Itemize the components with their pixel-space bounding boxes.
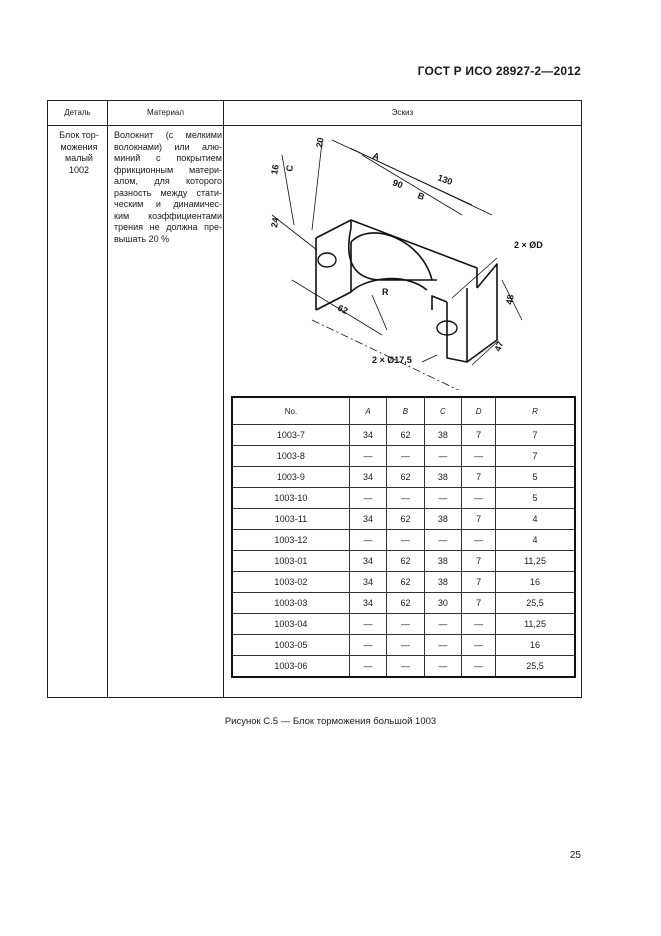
col-b: B <box>387 397 424 425</box>
dim-label-48: 48 <box>504 293 516 306</box>
dim-label-a: A <box>371 150 381 163</box>
material-line: Волокнит (с мелкими <box>114 130 222 140</box>
material-line: ким коэффициентами <box>114 210 222 221</box>
table-row <box>232 425 575 446</box>
table-row <box>232 467 575 488</box>
dim-line <box>292 280 382 335</box>
table-cell: 38 <box>424 467 461 488</box>
table-cell: 7 <box>462 509 496 530</box>
col-d: D <box>462 397 496 425</box>
table-cell: 34 <box>349 572 386 593</box>
table-cell: 34 <box>349 551 386 572</box>
document-standard-number: ГОСТ Р ИСО 28927-2—2012 <box>417 64 581 78</box>
col-a: A <box>349 397 386 425</box>
dim-line <box>452 258 497 298</box>
col-c: C <box>424 397 461 425</box>
table-cell: 62 <box>387 467 424 488</box>
material-line: алом, для которого <box>114 176 222 186</box>
table-row <box>232 656 575 678</box>
cutout-lower <box>316 242 351 310</box>
table-cell: 34 <box>349 467 386 488</box>
table-cell: — <box>424 446 461 467</box>
table-cell: — <box>387 446 424 467</box>
figure-caption: Рисунок С.5 — Блок торможения большой 1003 <box>224 716 437 727</box>
table-cell: — <box>349 614 386 635</box>
table-cell: 1003-10 <box>232 488 349 509</box>
table-cell: 1003-04 <box>232 614 349 635</box>
table-row <box>232 614 575 635</box>
header-detail: Деталь <box>64 108 91 117</box>
dim-line <box>422 355 437 362</box>
centerline <box>312 320 542 390</box>
table-cell: 7 <box>462 425 496 446</box>
table-row <box>232 488 575 509</box>
table-row <box>232 530 575 551</box>
dim-label-c: C <box>284 164 296 173</box>
dim-label-20: 20 <box>314 136 326 149</box>
dim-label-24: 24 <box>269 216 281 229</box>
table-cell: 38 <box>424 572 461 593</box>
table-cell: — <box>349 635 386 656</box>
cutout-arc <box>351 233 432 280</box>
material-line: вышать 20 % <box>114 233 170 244</box>
table-cell: 25,5 <box>496 656 575 678</box>
table-cell: — <box>349 656 386 678</box>
table-cell: — <box>424 488 461 509</box>
table-cell: — <box>387 635 424 656</box>
table-cell: — <box>387 614 424 635</box>
brake-block-sketch <box>222 130 552 390</box>
header-sketch: Эскиз <box>391 108 414 117</box>
table-row <box>232 593 575 614</box>
block-front-lower <box>432 296 447 310</box>
dim-label-90: 90 <box>391 177 405 191</box>
table-cell: — <box>424 635 461 656</box>
dimensions-header-row <box>232 397 575 425</box>
table-cell: 1003-8 <box>232 446 349 467</box>
table-cell: 38 <box>424 425 461 446</box>
table-cell: — <box>462 614 496 635</box>
detail-line: Блок тор- <box>59 130 99 140</box>
table-row <box>232 572 575 593</box>
page-number: 25 <box>569 850 581 861</box>
table-cell: 62 <box>387 551 424 572</box>
table-cell: — <box>462 656 496 678</box>
table-cell: 62 <box>387 572 424 593</box>
table-cell: — <box>387 488 424 509</box>
table-cell: 62 <box>387 509 424 530</box>
table-cell: 16 <box>496 572 575 593</box>
table-cell: — <box>424 656 461 678</box>
table-cell: 4 <box>496 509 575 530</box>
detail-line: малый <box>65 153 93 163</box>
material-line: трения не должна пре- <box>114 222 222 232</box>
block-front-right <box>447 264 497 362</box>
table-cell: 11,25 <box>496 614 575 635</box>
table-row <box>232 551 575 572</box>
table-cell: — <box>387 656 424 678</box>
table-cell: — <box>349 488 386 509</box>
table-row <box>232 509 575 530</box>
table-cell: 7 <box>496 425 575 446</box>
table-cell: — <box>349 446 386 467</box>
table-cell: 1003-06 <box>232 656 349 678</box>
block-outline <box>316 220 477 288</box>
table-cell: 1003-7 <box>232 425 349 446</box>
table-cell: 34 <box>349 593 386 614</box>
material-line: волокнами) или алю- <box>114 141 222 152</box>
table-cell: 7 <box>496 446 575 467</box>
table-cell: 1003-03 <box>232 593 349 614</box>
table-cell: 30 <box>424 593 461 614</box>
table-cell: 62 <box>387 593 424 614</box>
table-cell: — <box>424 614 461 635</box>
table-cell: 7 <box>462 551 496 572</box>
detail-cell <box>54 130 104 176</box>
table-cell: 16 <box>496 635 575 656</box>
table-cell: — <box>462 446 496 467</box>
dim-label-16: 16 <box>269 163 281 176</box>
table-cell: — <box>462 530 496 551</box>
column-divider <box>107 101 108 697</box>
table-cell: 5 <box>496 467 575 488</box>
table-cell: 1003-05 <box>232 635 349 656</box>
dim-label-b: B <box>416 190 426 203</box>
table-row <box>232 635 575 656</box>
table-cell: 5 <box>496 488 575 509</box>
table-cell: 7 <box>462 593 496 614</box>
table-cell: — <box>387 530 424 551</box>
hole-left <box>318 253 336 267</box>
table-cell: 1003-02 <box>232 572 349 593</box>
table-cell: 38 <box>424 551 461 572</box>
table-cell: 7 <box>462 467 496 488</box>
table-cell: 1003-12 <box>232 530 349 551</box>
dim-line <box>312 142 322 230</box>
table-cell: 38 <box>424 509 461 530</box>
dim-label-130: 130 <box>436 172 454 188</box>
material-line: фрикционным матери- <box>114 164 222 175</box>
table-cell: — <box>462 488 496 509</box>
dim-line <box>372 295 387 330</box>
hole-label-17-5: 2 × Ø17,5 <box>372 355 412 365</box>
col-no: No. <box>232 397 349 425</box>
col-r: R <box>496 397 575 425</box>
table-cell: — <box>349 530 386 551</box>
hole-label-d: 2 × ØD <box>514 240 543 250</box>
detail-line: 1002 <box>68 164 90 175</box>
table-cell: 34 <box>349 509 386 530</box>
material-line: разность между стати- <box>114 187 222 198</box>
dim-label-47: 47 <box>492 339 506 353</box>
table-cell: — <box>424 530 461 551</box>
dimensions-table <box>231 396 576 678</box>
material-line: миний с покрытием <box>114 153 222 163</box>
table-cell: 34 <box>349 425 386 446</box>
dim-label-r: R <box>382 287 389 297</box>
table-cell: 7 <box>462 572 496 593</box>
header-material: Материал <box>146 108 185 117</box>
table-cell: 11,25 <box>496 551 575 572</box>
table-cell: 62 <box>387 425 424 446</box>
table-cell: 25,5 <box>496 593 575 614</box>
header-divider <box>48 125 581 126</box>
table-row <box>232 446 575 467</box>
material-line: ческим и динамичес- <box>114 199 222 209</box>
table-cell: 4 <box>496 530 575 551</box>
table-cell: 1003-01 <box>232 551 349 572</box>
table-cell: 1003-9 <box>232 467 349 488</box>
dim-label-62: 62 <box>336 302 350 317</box>
material-cell <box>114 130 222 245</box>
table-cell: — <box>462 635 496 656</box>
table-cell: 1003-11 <box>232 509 349 530</box>
detail-line: можения <box>60 141 98 152</box>
